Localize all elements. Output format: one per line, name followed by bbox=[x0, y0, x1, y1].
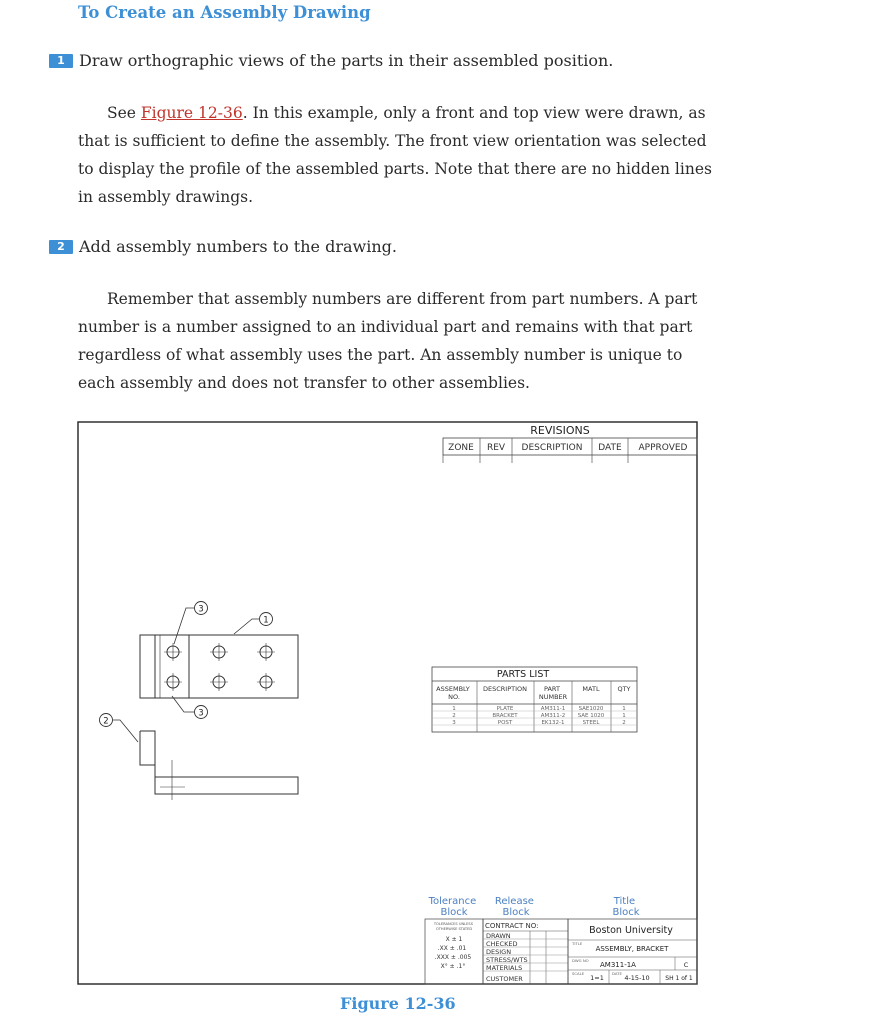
revisions-block bbox=[443, 424, 697, 463]
balloon-left bbox=[100, 714, 113, 727]
svg-text:4-15-10: 4-15-10 bbox=[624, 974, 650, 982]
parts-header-description: DESCRIPTION bbox=[483, 685, 527, 693]
paragraph-1-text: . In this example, only a front and top view were drawn, as that is sufficient to define the assembly. The front view orientation was selected to display the profile of the assembled parts. Note that there are no hidden lines in assembly drawings. bbox=[78, 104, 712, 206]
svg-text:DRAWN: DRAWN bbox=[486, 932, 511, 940]
parts-header-matl: MATL bbox=[582, 685, 600, 693]
step-2-text: Add assembly numbers to the drawing. bbox=[79, 237, 397, 256]
step-2-badge: 2 bbox=[49, 240, 73, 254]
svg-text:CUSTOMER: CUSTOMER bbox=[486, 975, 523, 983]
svg-text:C: C bbox=[683, 961, 689, 969]
rev-col-rev: REV bbox=[486, 443, 506, 453]
svg-text:SAE 1020: SAE 1020 bbox=[577, 713, 605, 719]
rev-col-description: DESCRIPTION bbox=[521, 443, 583, 453]
svg-text:1=1: 1=1 bbox=[590, 974, 604, 982]
svg-text:X ± 1: X ± 1 bbox=[445, 936, 463, 943]
svg-text:1: 1 bbox=[263, 615, 269, 626]
svg-text:3: 3 bbox=[198, 708, 204, 719]
svg-text:AM311-2: AM311-2 bbox=[540, 713, 566, 719]
svg-text:SH 1 of 1: SH 1 of 1 bbox=[665, 975, 693, 982]
svg-text:1: 1 bbox=[622, 713, 626, 719]
revisions-title: REVISIONS bbox=[530, 424, 590, 437]
svg-text:STEEL: STEEL bbox=[582, 720, 600, 726]
balloon-top-right bbox=[260, 613, 273, 626]
parts-list-title: PARTS LIST bbox=[496, 669, 550, 680]
rev-col-approved: APPROVED bbox=[638, 443, 688, 453]
hole-row-bottom bbox=[164, 673, 275, 691]
step-1-text: Draw orthographic views of the parts in their assembled position. bbox=[79, 51, 614, 70]
front-view bbox=[113, 720, 298, 800]
svg-text:1: 1 bbox=[622, 706, 626, 712]
title-block-title: ASSEMBLY, BRACKET bbox=[595, 945, 669, 953]
step-1-badge: 1 bbox=[49, 54, 73, 68]
svg-text:.XXX ± .005: .XXX ± .005 bbox=[434, 954, 472, 961]
svg-text:POST: POST bbox=[497, 720, 513, 726]
rev-col-date: DATE bbox=[598, 443, 622, 453]
title-block-dwg: AM311-1A bbox=[600, 961, 636, 969]
parts-header-assembly: ASSEMBLY NO. bbox=[436, 685, 470, 701]
release-block bbox=[483, 919, 568, 984]
svg-text:MATERIALS: MATERIALS bbox=[486, 964, 523, 972]
svg-text:TOLERANCES UNLESS OTHERW: TOLERANCES UNLESS OTHERWISE STATED bbox=[433, 922, 473, 931]
svg-text:X° ± .1°: X° ± .1° bbox=[440, 963, 466, 970]
svg-text:DATE: DATE bbox=[612, 971, 622, 976]
svg-text:3: 3 bbox=[452, 720, 456, 726]
title-block-org: Boston University bbox=[589, 925, 673, 936]
svg-text:EK132-1: EK132-1 bbox=[541, 720, 565, 726]
svg-text:.XX ± .01: .XX ± .01 bbox=[437, 945, 467, 952]
rev-col-zone: ZONE bbox=[448, 443, 474, 453]
svg-text:1: 1 bbox=[452, 706, 456, 712]
svg-text:2: 2 bbox=[452, 713, 456, 719]
svg-text:DWG NO: DWG NO bbox=[572, 958, 589, 963]
drawing-border bbox=[78, 422, 697, 984]
svg-text:SAE1020: SAE1020 bbox=[578, 706, 604, 712]
top-view bbox=[140, 608, 298, 712]
svg-text:CHECKED: CHECKED bbox=[486, 940, 518, 948]
figure-caption: Figure 12-36 bbox=[340, 994, 456, 1013]
svg-text:PLATE: PLATE bbox=[496, 706, 514, 712]
svg-text:DESIGN: DESIGN bbox=[486, 948, 512, 956]
section-heading: To Create an Assembly Drawing bbox=[78, 3, 371, 22]
title-block bbox=[568, 919, 697, 984]
paragraph-1-prefix: See bbox=[107, 104, 141, 122]
parts-list bbox=[432, 667, 637, 732]
balloon-lower bbox=[195, 706, 208, 719]
tolerance-block-label: Tolerance Block bbox=[428, 896, 477, 918]
paragraph-2-text: Remember that assembly numbers are different from part numbers. A part number is a number assigned to an individual part and remains with that part regardless of what assembly uses the part. An assembly number is unique to each assembly and does not transfer to other assemblies. bbox=[78, 290, 698, 392]
parts-header-part-number: PART NUMBER bbox=[538, 685, 568, 701]
balloon-top-left bbox=[195, 602, 208, 615]
release-block-label: Release Block bbox=[494, 896, 534, 918]
title-block-label: Title Block bbox=[612, 896, 640, 918]
svg-text:CONTRACT NO:: CONTRACT NO: bbox=[485, 922, 539, 930]
hole-row-top bbox=[164, 643, 275, 661]
svg-text:2: 2 bbox=[622, 720, 626, 726]
svg-text:SCALE: SCALE bbox=[572, 971, 585, 976]
svg-text:STRESS/WTS: STRESS/WTS bbox=[486, 956, 528, 964]
parts-header-qty: QTY bbox=[617, 685, 631, 693]
svg-text:TITLE: TITLE bbox=[572, 941, 583, 946]
figure-link[interactable]: Figure 12-36 bbox=[140, 104, 243, 122]
svg-text:3: 3 bbox=[198, 604, 204, 615]
svg-text:AM311-1: AM311-1 bbox=[540, 706, 566, 712]
tolerance-block bbox=[425, 919, 483, 984]
svg-text:BRACKET: BRACKET bbox=[492, 713, 518, 719]
svg-text:2: 2 bbox=[103, 716, 109, 727]
